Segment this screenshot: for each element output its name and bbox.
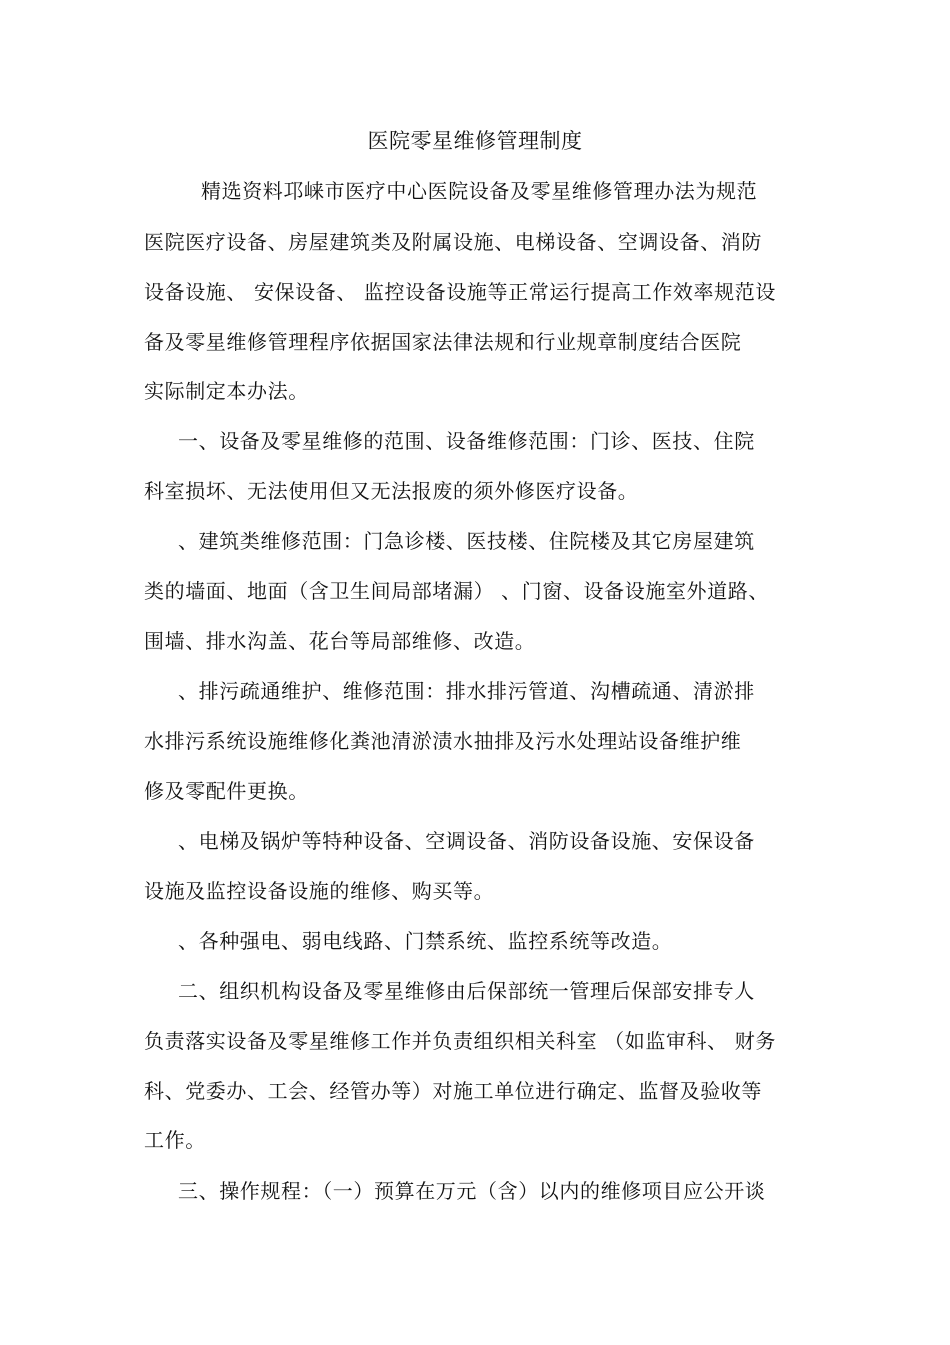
paragraph-line: 科、党委办、工会、经管办等）对施工单位进行确定、监督及验收等 xyxy=(144,1079,762,1103)
paragraph-line: 、电梯及锅炉等特种设备、空调设备、消防设备设施、安保设备 xyxy=(178,829,755,853)
paragraph-line: 修及零配件更换。 xyxy=(144,779,309,803)
paragraph-line: 设施及监控设备设施的维修、购买等。 xyxy=(144,879,495,903)
paragraph-line: 实际制定本办法。 xyxy=(144,379,309,403)
paragraph-line: 三、操作规程：（一）预算在万元（含）以内的维修项目应公开谈 xyxy=(178,1179,766,1203)
paragraph-line: 精选资料邛崃市医疗中心医院设备及零星维修管理办法为规范 xyxy=(201,179,758,203)
document-title: 医院零星维修管理制度 xyxy=(367,129,583,153)
paragraph-line: 工作。 xyxy=(144,1128,206,1152)
paragraph-line: 水排污系统设施维修化粪池清淤渍水抽排及污水处理站设备维护维 xyxy=(144,729,742,753)
paragraph-line: 、建筑类维修范围：门急诊楼、医技楼、住院楼及其它房屋建筑 xyxy=(178,529,755,553)
paragraph-line: 一、设备及零星维修的范围、设备维修范围：门诊、医技、住院 xyxy=(178,429,755,453)
paragraph-line: 类的墙面、地面（含卫生间局部堵漏） 、门窗、设备设施室外道路、 xyxy=(144,579,769,603)
paragraph-line: 备及零星维修管理程序依据国家法律法规和行业规章制度结合医院 xyxy=(144,330,742,354)
paragraph-line: 医院医疗设备、房屋建筑类及附属设施、电梯设备、空调设备、消防 xyxy=(144,230,762,254)
paragraph-line: 围墙、排水沟盖、花台等局部维修、改造。 xyxy=(144,629,536,653)
paragraph-line: 、各种强电、弱电线路、门禁系统、监控系统等改造。 xyxy=(178,929,673,953)
paragraph-line: 、排污疏通维护、维修范围：排水排污管道、沟槽疏通、清淤排 xyxy=(178,679,755,703)
paragraph-line: 负责落实设备及零星维修工作并负责组织相关科室 （如监审科、 财务 xyxy=(144,1029,776,1053)
paragraph-line: 科室损坏、无法使用但又无法报废的须外修医疗设备。 xyxy=(144,479,639,503)
paragraph-line: 二、组织机构设备及零星维修由后保部统一管理后保部安排专人 xyxy=(178,979,755,1003)
paragraph-line: 设备设施、 安保设备、 监控设备设施等正常运行提高工作效率规范设 xyxy=(144,280,776,304)
